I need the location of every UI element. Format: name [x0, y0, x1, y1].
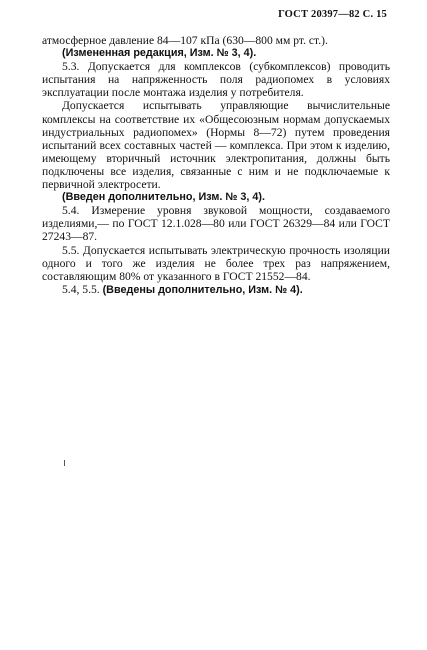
page-header: ГОСТ 20397—82 С. 15	[278, 9, 387, 20]
amendment-note-1: (Измененная редакция, Изм. № 3, 4).	[62, 47, 257, 60]
amendment-note-3-prefix: 5.4, 5.5.	[62, 282, 103, 296]
document-body	[42, 34, 390, 297]
margin-mark	[64, 460, 65, 466]
clause-5-4: 5.4. Измерение уровня звуковой мощности, создаваемого изделиями,— по ГОСТ 12.1.028—80 или ГОСТ 26329—84 или ГОСТ 27243—87.	[42, 204, 390, 244]
clause-5-3-addition: Допускается испытывать управляющие вычислительные комплексы на соответствие их «Общесоюзным нормам допускаемых индустриальных радиопомех» (Нормы 8—72) путем проведения испытаний всех составных частей — комплекса. При этом к изделию, имеющему вторичный источник электропитания, должны быть подключены все изделия, связанные с ним и не подключаемые к первичной электросети.	[42, 99, 390, 192]
paragraph-pressure: атмосферное давление 84—107 кПа (630—800 мм рт. ст.).	[42, 34, 328, 47]
amendment-note-3	[42, 283, 390, 297]
clause-5-5: 5.5. Допускается испытывать электрическую прочность изоляции одного и того же изделия не более трех раз напряжением, составляющим 80% от указанного в ГОСТ 21552—84.	[42, 243, 390, 283]
amendment-note-2: (Введен дополнительно, Изм. № 3, 4).	[62, 191, 265, 204]
amendment-note-3-bold: (Введены дополнительно, Изм. № 4).	[102, 283, 303, 296]
clause-5-3: 5.3. Допускается для комплексов (субкомплексов) проводить испытания на напряженность поля радиопомех в условиях эксплуатации после монтажа изделия у потребителя.	[42, 60, 390, 100]
